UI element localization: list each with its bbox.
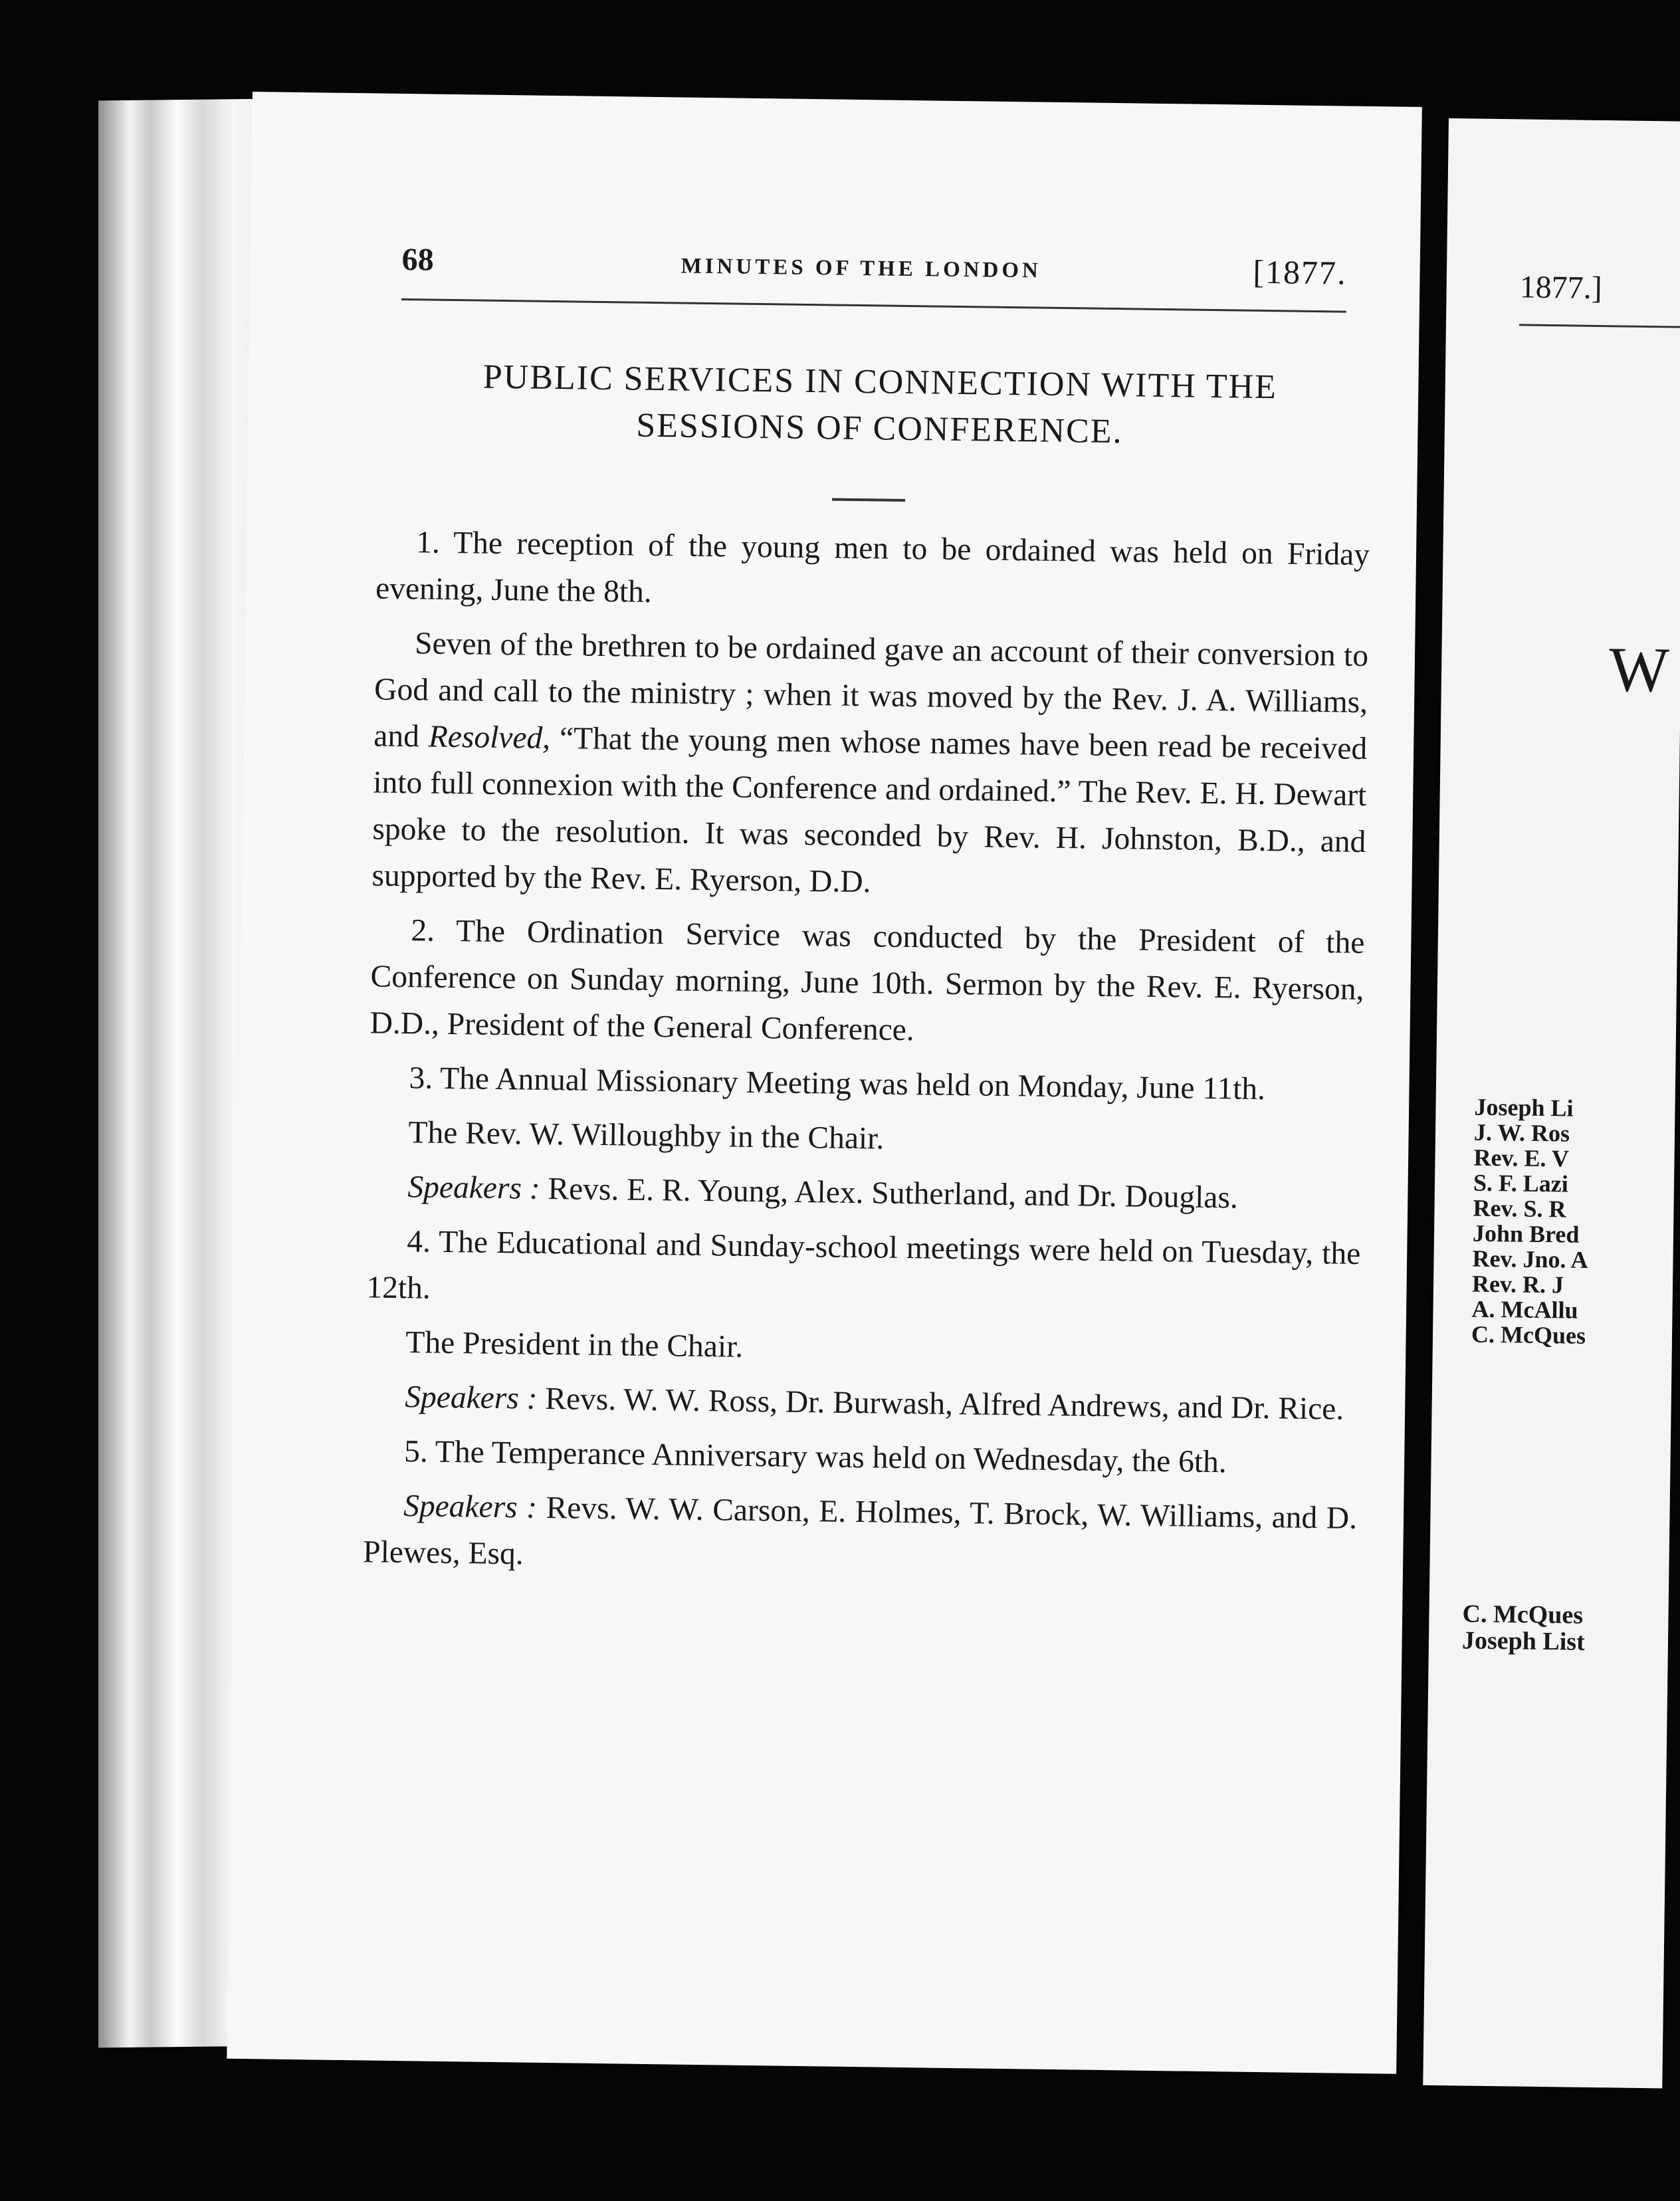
- header-year: [1877.: [1253, 253, 1347, 292]
- paragraph-9: [365, 1373, 1359, 1433]
- list-item: Rev. R. J: [1471, 1270, 1564, 1299]
- heading-line-1: PUBLIC SERVICES IN CONNECTION WITH THE: [482, 358, 1278, 407]
- body-text: [363, 518, 1370, 1596]
- list-item: C. McQues: [1462, 1600, 1584, 1629]
- paragraph-7: 4. The Educational and Sunday-school meetings were held on Tuesday, the 12th.: [366, 1224, 1361, 1306]
- paragraph-8: The President in the Chair.: [405, 1325, 744, 1364]
- speakers-label: Speakers :: [407, 1170, 540, 1206]
- right-page-rule: [1519, 324, 1680, 328]
- heading-line-2: SESSIONS OF CONFERENCE.: [635, 406, 1123, 451]
- list-item: John Bred: [1472, 1219, 1580, 1248]
- right-page-heading-letter: W: [1608, 633, 1670, 706]
- paragraph-2-part-a: Seven of the brethren to be ordained gave an account of their conversion to God and call to the ministry ; when it was moved by the Rev. J. A. Williams, and: [373, 626, 1369, 754]
- list-item: Joseph Li: [1474, 1093, 1574, 1122]
- list-item: Joseph List: [1461, 1626, 1586, 1656]
- right-page-fragment: [1423, 118, 1680, 2088]
- speakers-list: Revs. W. W. Ross, Dr. Burwash, Alfred Andrews, and Dr. Rice.: [537, 1381, 1344, 1427]
- paragraph-2: [371, 619, 1368, 912]
- list-item: C. McQues: [1471, 1320, 1586, 1349]
- paragraph-3: 2. The Ordination Service was conducted by the President of the Conference on Sunday morning, June 10th. Sermon by the Rev. E. Ryerson, D.D., President of the General Conference.: [369, 913, 1365, 1048]
- resolved-word: Resolved,: [428, 719, 551, 756]
- list-item: Rev. S. R: [1473, 1194, 1566, 1223]
- right-page-name-list-2: [1462, 1600, 1586, 1655]
- paragraph-4: 3. The Annual Missionary Meeting was held on Monday, June 11th.: [409, 1061, 1266, 1107]
- running-title: MINUTES OF THE LONDON: [681, 254, 1042, 283]
- running-header: [401, 241, 1347, 300]
- speakers-label: Speakers :: [404, 1380, 538, 1416]
- speakers-list: Revs. W. W. Carson, E. Holmes, T. Brock, W. Williams, and D. Plewes, Esq.: [362, 1490, 1358, 1572]
- list-item: S. F. Lazi: [1473, 1169, 1568, 1198]
- list-item: Rev. E. V: [1473, 1144, 1570, 1172]
- speakers-list: Revs. E. R. Young, Alex. Sutherland, and Dr. Douglas.: [540, 1171, 1239, 1215]
- right-page-year: 1877.]: [1519, 269, 1603, 306]
- paragraph-2-part-b: “That the young men whose names have been read be received into full connexion with the Conference and ordained.” The Rev. E. H. Dewart spoke to the resolution. It was seconded by Rev. H. Johnston, B.D., and supported by the Rev. E. Ryerson, D.D.: [371, 720, 1368, 900]
- heading-divider: [832, 498, 905, 501]
- section-heading: [381, 353, 1379, 459]
- list-item: A. McAllu: [1471, 1295, 1578, 1324]
- list-item: Rev. Jno. A: [1472, 1245, 1588, 1273]
- page-number: 68: [401, 241, 435, 278]
- header-rule: [401, 298, 1346, 313]
- left-page: [227, 92, 1422, 2074]
- paragraph-5: The Rev. W. Willoughby in the Chair.: [408, 1115, 885, 1156]
- paragraph-6: [368, 1163, 1362, 1223]
- paragraph-1: 1. The reception of the young men to be ordained was held on Friday evening, June the 8th.: [375, 525, 1370, 609]
- speakers-label: Speakers :: [403, 1489, 538, 1525]
- list-item: J. W. Ros: [1473, 1118, 1570, 1147]
- right-page-name-list: [1471, 1095, 1590, 1348]
- paragraph-11: [363, 1482, 1358, 1588]
- paragraph-10: 5. The Temperance Anniversary was held on Wednesday, the 6th.: [403, 1434, 1227, 1480]
